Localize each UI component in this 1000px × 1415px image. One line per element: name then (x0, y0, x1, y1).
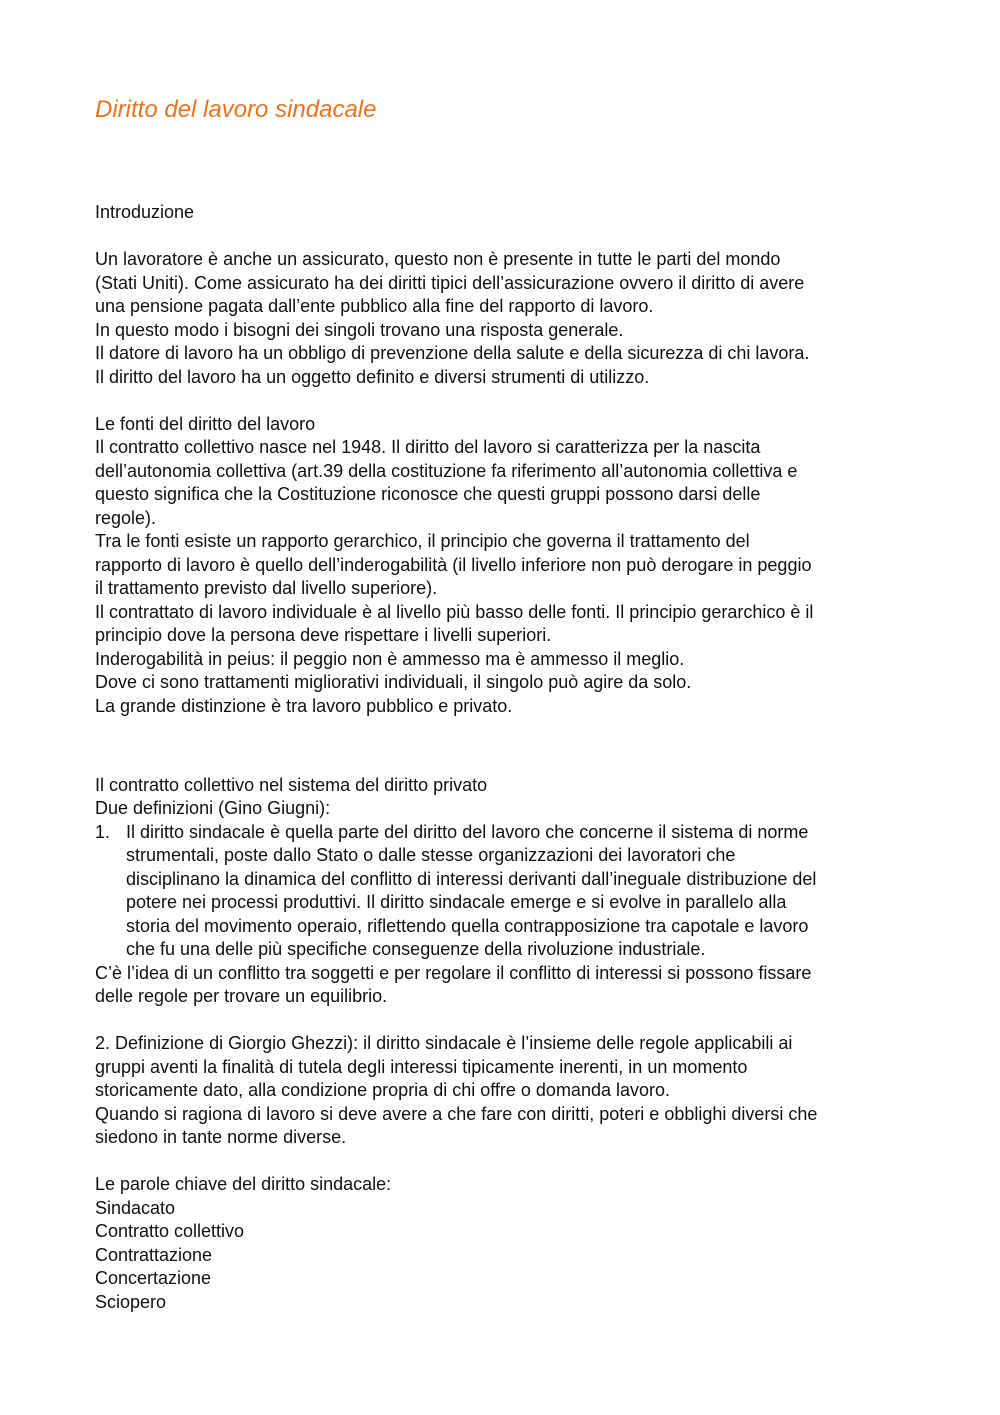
paragraph-line: Il contrattato di lavoro individuale è al livello più basso delle fonti. Il principio gerarchico è il (95, 601, 814, 622)
paragraph-line: C’è l’idea di un conflitto tra soggetti e per regolare il conflitto di interessi si possono fissare (95, 962, 812, 983)
paragraph-line: siedono in tante norme diverse. (95, 1127, 347, 1147)
paragraph-line: delle regole per trovare un equilibrio. (95, 986, 388, 1006)
section-heading-contratto: Il contratto collettivo nel sistema del diritto privato (95, 774, 488, 795)
keyword-item: Sciopero (95, 1291, 167, 1312)
paragraph-line: che fu una delle più specifiche conseguenze della rivoluzione industriale. (126, 939, 706, 959)
paragraph-line: regole). (95, 507, 157, 528)
paragraph-line: Il contratto collettivo nasce nel 1948. Il diritto del lavoro si caratterizza per la nascita (95, 437, 761, 457)
paragraph-line: (Stati Uniti). Come assicurato ha dei diritti tipici dell’assicurazione ovvero il diritto di avere (95, 272, 805, 293)
list-item-body (95, 821, 915, 962)
keyword-item: Concertazione (95, 1268, 212, 1288)
paragraph-line: Inderogabilità in peius: il peggio non è ammesso ma è ammesso il meglio. (95, 648, 685, 669)
paragraph-line: potere nei processi produttivi. Il diritto sindacale emerge e si evolve in parallelo alla (126, 892, 787, 912)
paragraph-line: Il diritto sindacale è quella parte del diritto del lavoro che concerne il sistema di norme (126, 821, 809, 842)
keyword-item: Contrattazione (95, 1244, 213, 1265)
paragraph-line: rapporto di lavoro è quello dell’inderogabilità (il livello inferiore non può derogare in peggio (95, 554, 812, 575)
paragraph-line: Tra le fonti esiste un rapporto gerarchico, il principio che governa il trattamento del (95, 531, 750, 551)
paragraph-line: Un lavoratore è anche un assicurato, questo non è presente in tutte le parti del mondo (95, 249, 781, 269)
section-heading-fonti: Le fonti del diritto del lavoro (95, 413, 316, 434)
paragraph-line: gruppi aventi la finalità di tutela degli interessi tipicamente inerenti, in un momento (95, 1056, 748, 1077)
paragraph-line: Dove ci sono trattamenti migliorativi individuali, il singolo può agire da solo. (95, 672, 692, 692)
paragraph-line: strumentali, poste dallo Stato o dalle stesse organizzazioni dei lavoratori che (126, 845, 736, 865)
paragraph-line: La grande distinzione è tra lavoro pubblico e privato. (95, 695, 513, 716)
paragraph-line: principio dove la persona deve rispettare i livelli superiori. (95, 625, 552, 645)
section-heading-introduzione: Introduzione (95, 202, 195, 222)
paragraph-line: Quando si ragiona di lavoro si deve avere a che fare con diritti, poteri e obblighi diversi che (95, 1103, 818, 1124)
paragraph-line: dell’autonomia collettiva (art.39 della costituzione fa riferimento all’autonomia collettiva e (95, 460, 798, 481)
section-heading-parole-chiave: Le parole chiave del diritto sindacale: (95, 1174, 392, 1194)
keyword-item: Contratto collettivo (95, 1221, 245, 1241)
paragraph-line: questo significa che la Costituzione riconosce che questi gruppi possono darsi delle (95, 484, 761, 504)
paragraph-line: il trattamento previsto dal livello superiore). (95, 578, 438, 598)
paragraph-line: 2. Definizione di Giorgio Ghezzi): il diritto sindacale è l’insieme delle regole applicabili ai (95, 1033, 793, 1053)
document-body (95, 201, 915, 1314)
keyword-item: Sindacato (95, 1197, 176, 1218)
paragraph-line: storia del movimento operaio, riflettendo quella contrapposizione tra capotale e lavoro (126, 915, 809, 936)
paragraph-line: disciplinano la dinamica del conflitto di interessi derivanti dall’ineguale distribuzione del (126, 868, 817, 889)
numbered-list-item (95, 821, 915, 962)
paragraph-line: Il datore di lavoro ha un obbligo di prevenzione della salute e della sicurezza di chi lavora. (95, 343, 810, 363)
paragraph-line: In questo modo i bisogni dei singoli trovano una risposta generale. (95, 319, 624, 340)
list-number: 1. (95, 821, 111, 842)
document-title: Diritto del lavoro sindacale (95, 96, 377, 123)
paragraph-line: una pensione pagata dall’ente pubblico alla fine del rapporto di lavoro. (95, 296, 654, 316)
paragraph-line: Il diritto del lavoro ha un oggetto definito e diversi strumenti di utilizzo. (95, 366, 650, 387)
paragraph-line: storicamente dato, alla condizione propria di chi offre o domanda lavoro. (95, 1080, 671, 1100)
section-subheading: Due definizioni (Gino Giugni): (95, 798, 331, 818)
